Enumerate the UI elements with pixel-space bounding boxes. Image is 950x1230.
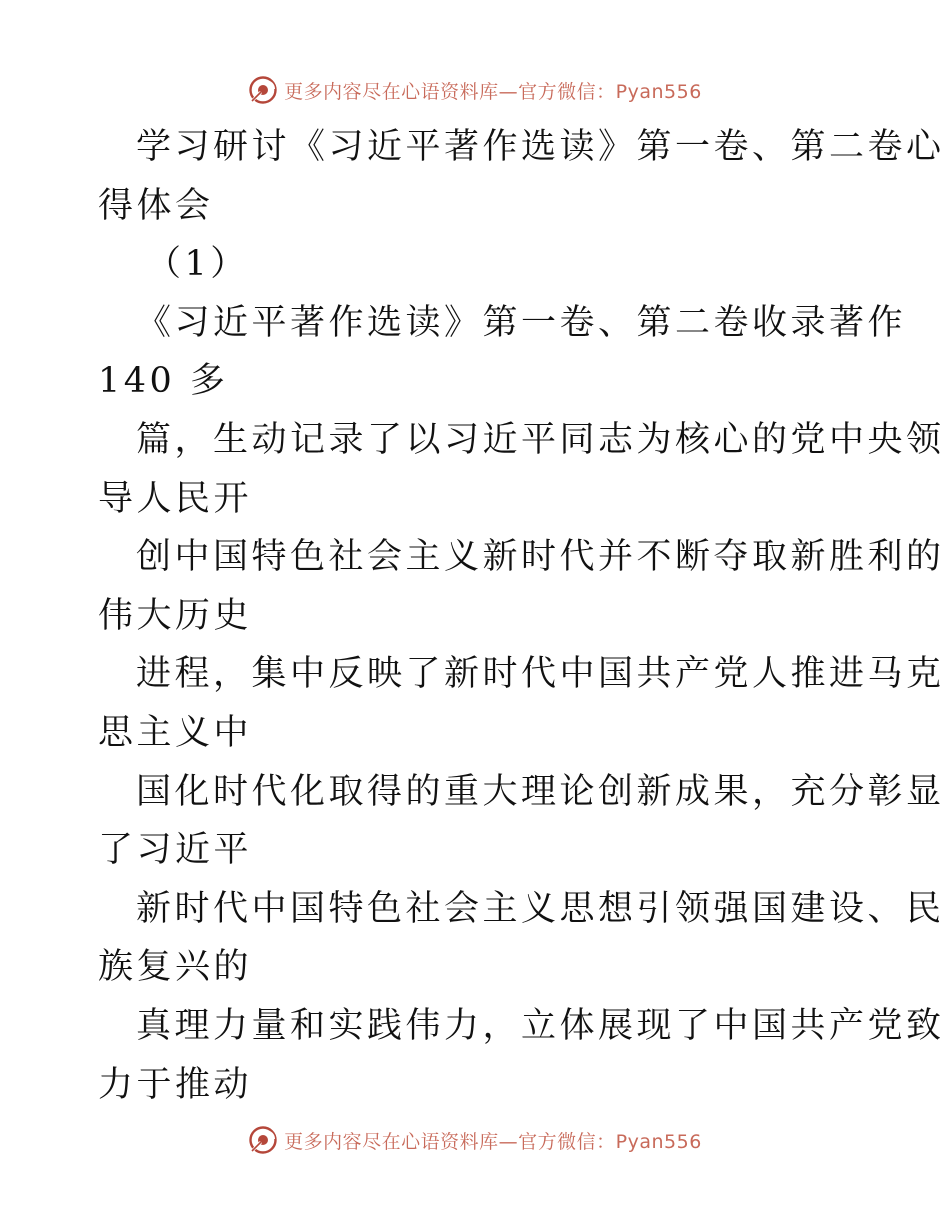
quill-pen-logo-icon bbox=[248, 75, 278, 105]
title-line-2: 得体会 bbox=[98, 185, 214, 226]
paragraph-line: 140 多 bbox=[98, 361, 229, 402]
paragraph-line: 新时代中国特色社会主义思想引领强国建设、民 bbox=[136, 888, 945, 929]
header-watermark-text: 更多内容尽在心语资料库—官方微信：Pyan556 bbox=[284, 80, 702, 103]
paragraph-line: 进程，集中反映了新时代中国共产党人推进马克 bbox=[136, 654, 945, 695]
paragraph-line: 导人民开 bbox=[98, 478, 253, 519]
footer-watermark-banner bbox=[0, 1120, 950, 1160]
paragraph-line: 创中国特色社会主义新时代并不断夺取新胜利的 bbox=[136, 537, 945, 578]
paragraph-line: 族复兴的 bbox=[98, 947, 253, 988]
document-body bbox=[98, 118, 945, 1114]
paragraph-line: 《习近平著作选读》第一卷、第二卷收录著作 bbox=[136, 302, 907, 343]
paragraph-line: 伟大历史 bbox=[98, 595, 253, 636]
paragraph-line: 篇，生动记录了以习近平同志为核心的党中央领 bbox=[136, 419, 945, 460]
paragraph-line: 国化时代化取得的重大理论创新成果，充分彰显 bbox=[136, 771, 945, 812]
title-line-1: 学习研讨《习近平著作选读》第一卷、第二卷心 bbox=[136, 127, 945, 167]
paragraph-line: 真理力量和实践伟力，立体展现了中国共产党致 bbox=[136, 1005, 945, 1046]
quill-pen-logo-icon bbox=[248, 1125, 278, 1155]
footer-watermark-text: 更多内容尽在心语资料库—官方微信：Pyan556 bbox=[284, 1130, 702, 1153]
header-watermark-banner bbox=[0, 70, 950, 110]
paragraph-line: 了习近平 bbox=[98, 830, 253, 871]
section-number: （1） bbox=[146, 244, 249, 285]
paragraph-line: 思主义中 bbox=[98, 712, 253, 753]
paragraph-line: 力于推动 bbox=[98, 1064, 253, 1105]
